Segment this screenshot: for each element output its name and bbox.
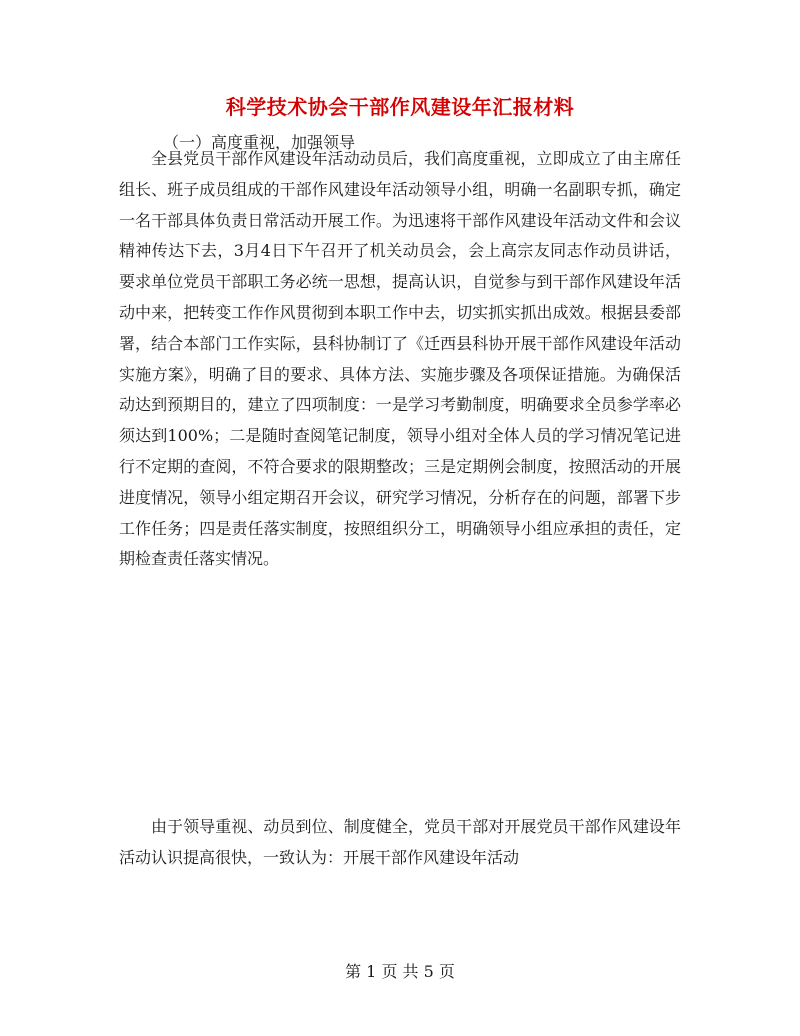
body-paragraph-1: 全县党员干部作风建设年活动动员后，我们高度重视，立即成立了由主席任组长、班子成员组成的干部作风建设年活动领导小组，明确一名副职专抓，确定一名干部具体负责日常活动开展工作。为迅速将干部作风建设年活动文件和会议精神传达下去，3月4日下午召开了机关动员会，会上高宗友同志作动员讲话，要求单位党员干部职工务必统一思想，提高认识，自觉参与到干部作风建设年活动中来，把转变工作作风贯彻到本职工作中去，切实抓实抓出成效。根据县委部署，结合本部门工作实际，县科协制订了《迁西县科协开展干部作风建设年活动实施方案》，明确了目的要求、具体方法、实施步骤及各项保证措施。为确保活动达到预期目的，建立了四项制度：一是学习考勤制度，明确要求全员参学率必须达到100%；二是随时查阅笔记制度，领导小组对全体人员的学习情况笔记进行不定期的查阅，不符合要求的限期整改；三是定期例会制度，按照活动的开展进度情况，领导小组定期召开会议，研究学习情况，分析存在的问题，部署下步工作任务；四是责任落实制度，按照组织分工，明确领导小组应承担的责任，定期检查责任落实情况。 bbox=[119, 149, 681, 569]
body-paragraph-2: 由于领导重视、动员到位、制度健全，党员干部对开展党员干部作风建设年活动认识提高很快，一致认为：开展干部作风建设年活动 bbox=[119, 817, 681, 867]
section-heading: （一）高度重视，加强领导 bbox=[163, 133, 356, 152]
page-number-footer: 第 1 页 共 5 页 bbox=[345, 962, 455, 981]
document-title: 科学技术协会干部作风建设年汇报材料 bbox=[225, 95, 575, 119]
